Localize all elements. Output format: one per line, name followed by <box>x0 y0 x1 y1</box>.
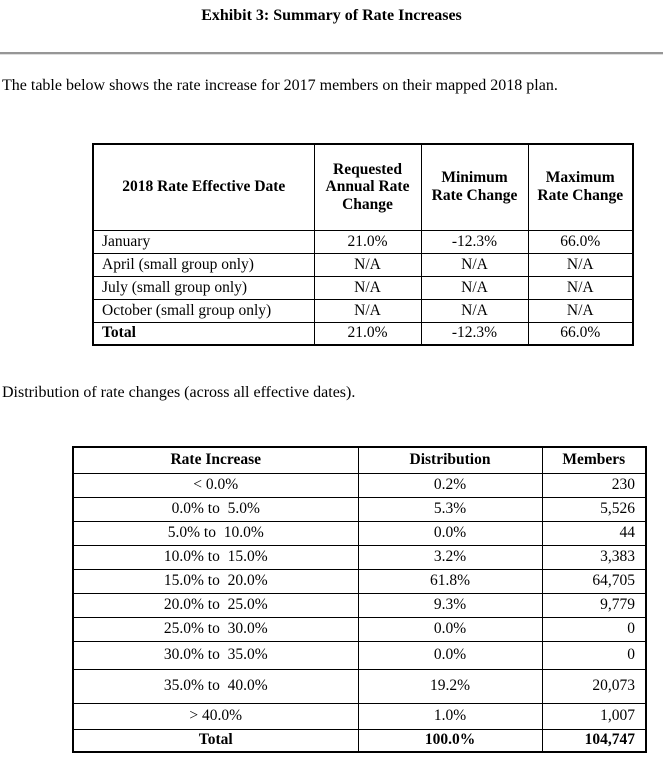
distribution-cell: 1.0% <box>358 703 542 729</box>
requested-change-cell: N/A <box>314 299 421 322</box>
table-row-lt-0 <box>73 473 646 497</box>
column-header-distribution: Distribution <box>358 447 542 473</box>
rate-range-cell: 35.0% to 40.0% <box>73 669 358 703</box>
horizontal-divider <box>0 52 663 55</box>
requested-change-cell: N/A <box>314 253 421 276</box>
members-cell: 3,383 <box>542 545 646 569</box>
maximum-change-cell: 66.0% <box>528 230 633 253</box>
table-row-total <box>93 322 633 345</box>
column-header-rate-increase: Rate Increase <box>73 447 358 473</box>
effective-date-cell: January <box>93 230 314 253</box>
table-row-30-35 <box>73 641 646 669</box>
members-cell: 9,779 <box>542 593 646 617</box>
requested-change-cell: 21.0% <box>314 322 421 345</box>
distribution-cell: 0.0% <box>358 617 542 641</box>
table-row-gt-40 <box>73 703 646 729</box>
rate-change-distribution-table <box>72 446 647 753</box>
column-header-maximum-change: Maximum Rate Change <box>528 144 633 230</box>
rate-range-cell: 0.0% to 5.0% <box>73 497 358 521</box>
maximum-change-cell: N/A <box>528 253 633 276</box>
table-row-20-25 <box>73 593 646 617</box>
rate-range-cell: 30.0% to 35.0% <box>73 641 358 669</box>
table-row-total <box>73 729 646 752</box>
column-header-minimum-change: Minimum Rate Change <box>421 144 528 230</box>
distribution-cell: 5.3% <box>358 497 542 521</box>
table-row-25-30 <box>73 617 646 641</box>
rate-range-cell: < 0.0% <box>73 473 358 497</box>
rate-range-cell: 25.0% to 30.0% <box>73 617 358 641</box>
distribution-table-header-row <box>73 447 646 473</box>
distribution-cell: 19.2% <box>358 669 542 703</box>
table-row-5-10 <box>73 521 646 545</box>
table-row-35-40 <box>73 669 646 703</box>
rate-range-cell: 10.0% to 15.0% <box>73 545 358 569</box>
page-title: Exhibit 3: Summary of Rate Increases <box>201 7 462 24</box>
members-cell: 64,705 <box>542 569 646 593</box>
rate-range-cell: > 40.0% <box>73 703 358 729</box>
rate-increase-summary-table <box>92 143 634 346</box>
maximum-change-cell: 66.0% <box>528 322 633 345</box>
minimum-change-cell: N/A <box>421 299 528 322</box>
rate-range-cell: 5.0% to 10.0% <box>73 521 358 545</box>
effective-date-cell: October (small group only) <box>93 299 314 322</box>
effective-date-cell: April (small group only) <box>93 253 314 276</box>
requested-change-cell: N/A <box>314 276 421 299</box>
table-row-july <box>93 276 633 299</box>
members-cell: 44 <box>542 521 646 545</box>
distribution-cell: 0.0% <box>358 521 542 545</box>
effective-date-cell: July (small group only) <box>93 276 314 299</box>
distribution-cell: 0.0% <box>358 641 542 669</box>
rate-range-cell: 15.0% to 20.0% <box>73 569 358 593</box>
members-cell: 5,526 <box>542 497 646 521</box>
column-header-requested-change: Requested Annual Rate Change <box>314 144 421 230</box>
members-cell: 104,747 <box>542 729 646 752</box>
minimum-change-cell: N/A <box>421 253 528 276</box>
distribution-cell: 0.2% <box>358 473 542 497</box>
distribution-caption: Distribution of rate changes (across all effective dates). <box>2 384 356 401</box>
table-row-10-15 <box>73 545 646 569</box>
requested-change-cell: 21.0% <box>314 230 421 253</box>
column-header-members: Members <box>542 447 646 473</box>
table-row-january <box>93 230 633 253</box>
members-cell: 0 <box>542 641 646 669</box>
maximum-change-cell: N/A <box>528 276 633 299</box>
rate-table-header-row <box>93 144 633 230</box>
column-header-effective-date: 2018 Rate Effective Date <box>93 144 314 230</box>
distribution-cell: 100.0% <box>358 729 542 752</box>
table-row-october <box>93 299 633 322</box>
members-cell: 20,073 <box>542 669 646 703</box>
minimum-change-cell: N/A <box>421 276 528 299</box>
members-cell: 1,007 <box>542 703 646 729</box>
rate-range-cell: 20.0% to 25.0% <box>73 593 358 617</box>
minimum-change-cell: -12.3% <box>421 322 528 345</box>
distribution-cell: 9.3% <box>358 593 542 617</box>
intro-paragraph: The table below shows the rate increase for 2017 members on their mapped 2018 plan. <box>2 77 558 94</box>
members-cell: 0 <box>542 617 646 641</box>
minimum-change-cell: -12.3% <box>421 230 528 253</box>
table-row-april <box>93 253 633 276</box>
maximum-change-cell: N/A <box>528 299 633 322</box>
table-row-15-20 <box>73 569 646 593</box>
rate-range-cell: Total <box>73 729 358 752</box>
effective-date-cell: Total <box>93 322 314 345</box>
members-cell: 230 <box>542 473 646 497</box>
distribution-cell: 3.2% <box>358 545 542 569</box>
distribution-cell: 61.8% <box>358 569 542 593</box>
table-row-0-5 <box>73 497 646 521</box>
